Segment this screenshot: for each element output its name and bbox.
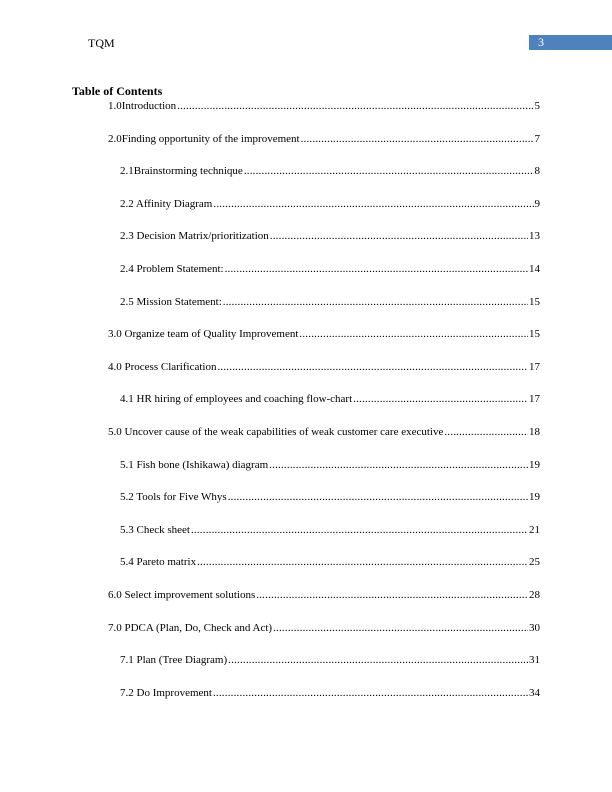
page-number-badge [529,35,612,50]
toc-entry-label: 7.1 Plan (Tree Diagram) [120,654,228,667]
toc-entry[interactable] [120,654,540,667]
toc-entry-label: 6.0 Select improvement solutions [108,589,256,601]
toc-entry[interactable] [108,426,540,439]
toc-dot-leader [228,491,528,504]
toc-entry-page-number: 15 [529,328,540,341]
toc-dot-leader [269,459,528,472]
toc-entry-label: 7.2 Do Improvement [120,686,212,699]
toc-entry-page-number: 8 [534,165,540,178]
toc-entry[interactable] [108,133,540,146]
toc-entry-page-number: 13 [529,230,540,243]
toc-entry[interactable] [120,491,540,504]
toc-entry-page-number: 30 [529,621,540,634]
toc-dot-leader [177,100,533,113]
toc-dot-leader [225,263,528,276]
toc-entry-page-number: 9 [534,197,540,210]
toc-dot-leader [256,589,528,602]
toc-entry-label: 2.0Finding opportunity of the improvement [108,132,300,145]
toc-entry[interactable] [108,328,540,341]
toc-entry-label: 5.1 Fish bone (Ishikawa) diagram [120,458,269,471]
toc-dot-leader [213,687,528,700]
toc-dot-leader [228,654,528,667]
toc-entry-page-number: 17 [529,360,540,373]
toc-entry-page-number: 7 [534,132,540,145]
toc-entry-page-number: 15 [529,295,540,308]
toc-entry-label: 2.2 Affinity Diagram [120,197,213,210]
toc-dot-leader [213,198,533,211]
toc-entry-page-number: 34 [529,686,540,699]
toc-entry-label: 1.0Introduction [108,100,177,112]
toc-entry-page-number: 31 [529,654,540,667]
toc-entry-page-number: 25 [529,556,540,569]
toc-entry-page-number: 17 [529,393,540,406]
toc-entry-label: 5.3 Check sheet [120,523,190,536]
toc-dot-leader [273,622,528,635]
toc-entry[interactable] [120,165,540,178]
toc-dot-leader [301,133,534,146]
toc-entry-page-number: 19 [529,458,540,471]
toc-entry-label: 2.1Brainstorming technique [120,165,243,178]
toc-dot-leader [444,426,528,439]
toc-entry-label: 2.4 Problem Statement: [120,263,224,275]
toc-entry-label: 5.0 Uncover cause of the weak capabilities of weak customer care executive [108,426,444,438]
toc-entry[interactable] [120,524,540,537]
toc-dot-leader [270,230,528,243]
toc-entry-page-number: 18 [529,426,540,438]
toc-entry-label: 2.3 Decision Matrix/prioritization [120,230,269,243]
toc-entry[interactable] [120,459,540,472]
toc-dot-leader [197,556,528,569]
toc-entry[interactable] [108,622,540,635]
toc-entry[interactable] [120,296,540,309]
toc-dot-leader [244,165,534,178]
toc-entry-label: 4.1 HR hiring of employees and coaching flow-chart [120,393,353,406]
toc-heading: Table of Contents [72,84,163,98]
page-number: 3 [538,35,544,49]
toc-entry-page-number: 5 [534,100,540,112]
toc-entry-page-number: 19 [529,491,540,504]
toc-dot-leader [191,524,528,537]
toc-entry-label: 5.4 Pareto matrix [120,556,197,569]
toc-entry-label: 5.2 Tools for Five Whys [120,491,227,504]
toc-entry-page-number: 21 [529,523,540,536]
toc-dot-leader [217,361,528,374]
toc-entry[interactable] [120,230,540,243]
toc-entry[interactable] [120,393,540,406]
toc-entry-label: 3.0 Organize team of Quality Improvement [108,328,299,341]
running-header-title: TQM [88,36,115,50]
toc-dot-leader [223,296,528,309]
toc-entry-label: 4.0 Process Clarification [108,360,217,373]
toc-entry[interactable] [108,361,540,374]
toc-entry[interactable] [120,263,540,276]
toc-dot-leader [299,328,528,341]
toc-entry[interactable] [108,589,540,602]
toc-entry[interactable] [108,100,540,113]
toc-entry[interactable] [120,198,540,211]
toc-entry-page-number: 14 [529,263,540,275]
toc-entry[interactable] [120,687,540,700]
toc-entry[interactable] [120,556,540,569]
toc-entry-label: 2.5 Mission Statement: [120,295,222,308]
toc-dot-leader [353,393,528,406]
toc-entry-label: 7.0 PDCA (Plan, Do, Check and Act) [108,621,273,634]
toc-entry-page-number: 28 [529,589,540,601]
